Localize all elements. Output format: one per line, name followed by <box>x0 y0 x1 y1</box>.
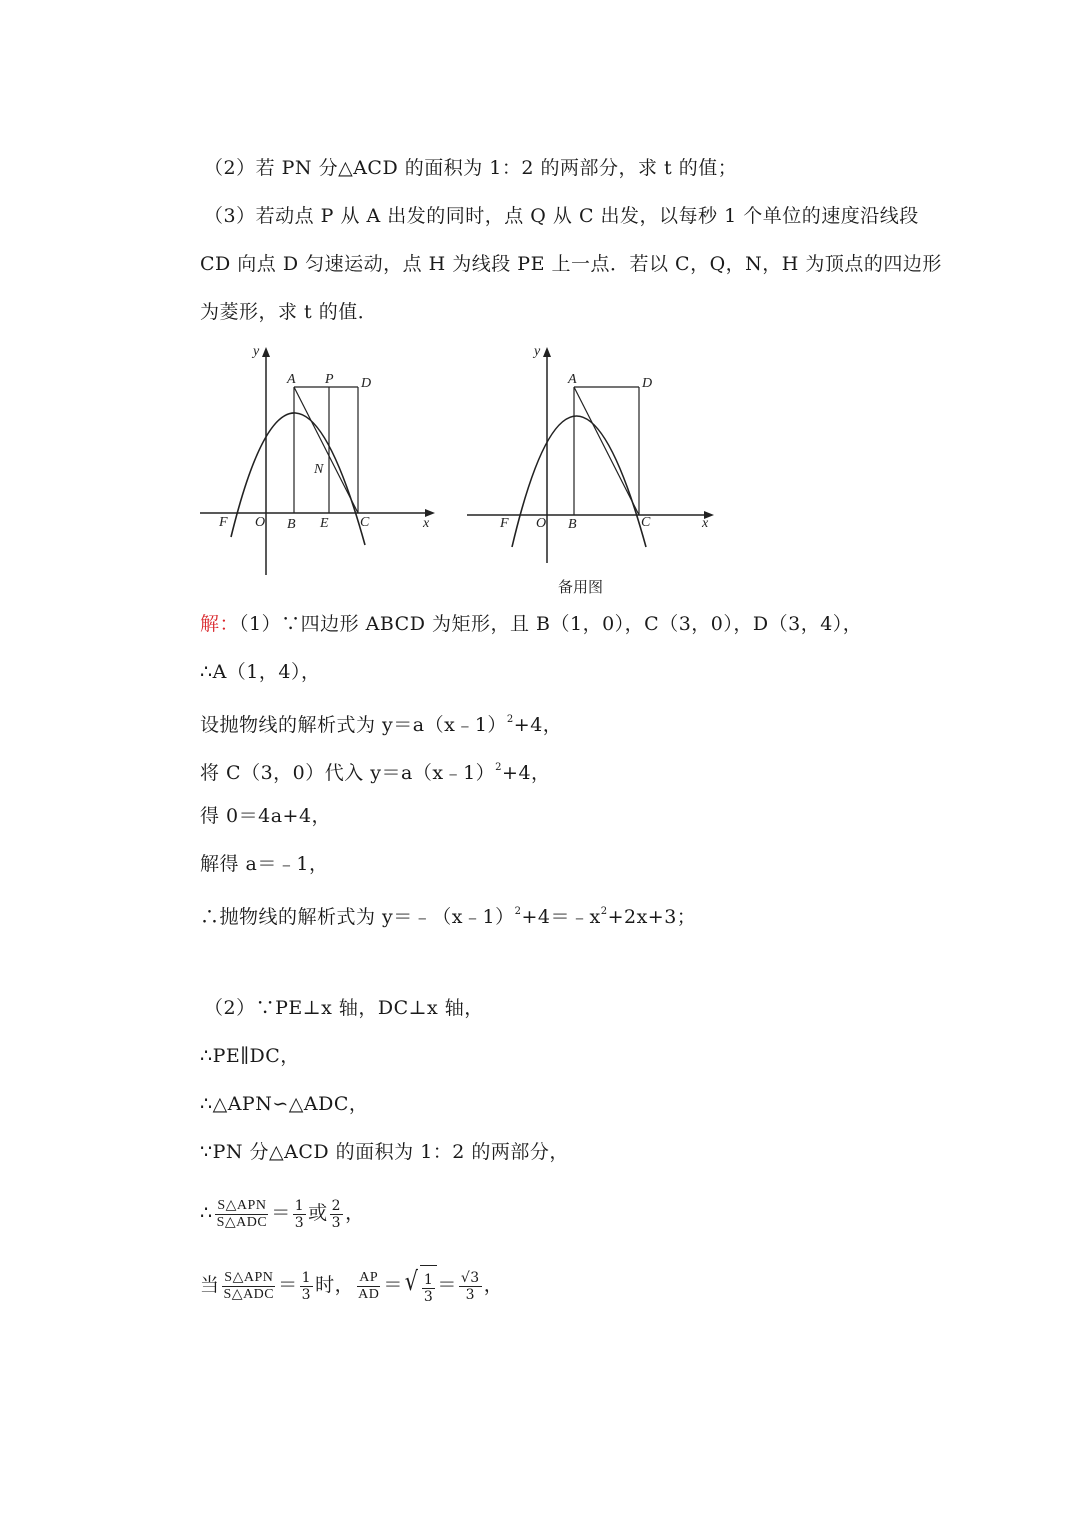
fig1-label-B: B <box>287 517 296 532</box>
s7-b: +4＝﹣x <box>521 906 601 928</box>
p26-result-frac <box>459 1270 482 1303</box>
part2-line6 <box>200 1265 503 1307</box>
s3-sup: 2 <box>506 714 514 725</box>
p26-when: 时， <box>315 1274 355 1296</box>
fig1-seg-AC <box>294 387 358 513</box>
figure-main <box>195 335 445 580</box>
p26-ap: AP <box>359 1269 379 1285</box>
solution-s1: （1）∵四边形 ABCD 为矩形，且 B（1，0），C（3，0），D（3，4）， <box>239 613 863 635</box>
p25-frac2 <box>330 1198 343 1231</box>
p26-f1d: 3 <box>301 1286 312 1303</box>
p26-sqrt-frac <box>422 1272 435 1305</box>
solution-line2: ∴A（1，4）， <box>200 661 321 683</box>
fig1-label-O: O <box>255 515 266 530</box>
fig1-label-D: D <box>361 376 372 391</box>
p25-f1d: 3 <box>294 1214 305 1231</box>
s4-a: 将 C（3，0）代入 y＝a（x﹣1） <box>200 762 496 784</box>
fig2-label-y: y <box>534 344 541 359</box>
p26-sqrt <box>403 1265 438 1307</box>
problem-part2: （2）若 PN 分△ACD 的面积为 1：2 的两部分，求 t 的值； <box>204 157 738 179</box>
fig2-label-D: D <box>642 376 653 391</box>
solution-line7 <box>200 899 696 930</box>
fig1-label-F: F <box>219 515 228 530</box>
solution-line3 <box>200 707 562 738</box>
p26-end: ， <box>483 1274 504 1296</box>
p25-eq: ＝ <box>271 1202 291 1224</box>
fig1-label-C: C <box>360 515 370 530</box>
fig2-label-x: x <box>702 516 709 531</box>
fig2-label-C: C <box>641 515 651 530</box>
s3-b: +4， <box>513 714 563 736</box>
p25-frac1 <box>293 1198 306 1231</box>
p25-or: 或 <box>308 1202 328 1224</box>
part2-line1: （2）∵PE⊥x 轴，DC⊥x 轴， <box>204 997 484 1019</box>
p26-frac1 <box>300 1270 313 1303</box>
p25-f2n: 2 <box>331 1197 342 1214</box>
p25-f1n: 1 <box>294 1197 305 1214</box>
fig1-label-P: P <box>325 372 334 387</box>
problem-part3-line3: 为菱形，求 t 的值． <box>200 301 378 323</box>
s7-sup2: 2 <box>600 906 608 917</box>
p26-ap-ad-fraction <box>356 1270 381 1303</box>
fig1-label-E: E <box>320 516 329 531</box>
part2-line2: ∴PE∥DC， <box>200 1045 300 1067</box>
p26-pre: 当 <box>200 1274 220 1296</box>
fig2-label-O: O <box>536 516 547 531</box>
p26-eq3: ＝ <box>437 1274 457 1296</box>
s7-sup: 2 <box>514 906 522 917</box>
fig1-label-y: y <box>253 344 260 359</box>
s7-a: ∴抛物线的解析式为 y＝﹣（x﹣1） <box>200 906 515 928</box>
fig2-label-B: B <box>568 517 577 532</box>
solution-line1 <box>200 611 862 637</box>
p26-eq: ＝ <box>278 1274 298 1296</box>
part2-line3: ∴△APN∽△ADC， <box>200 1093 369 1115</box>
fig1-label-N: N <box>314 462 324 477</box>
p25-pre: ∴ <box>200 1202 213 1224</box>
fig1-label-x: x <box>423 516 430 531</box>
figure-caption: 备用图 <box>558 578 604 596</box>
p26-r-n: √3 <box>460 1269 480 1286</box>
p25-ratio-den: S△ADC <box>216 1214 268 1230</box>
s7-c: +2x+3； <box>607 906 697 928</box>
p26-f1n: 1 <box>301 1269 312 1286</box>
part2-line4: ∵PN 分△ACD 的面积为 1：2 的两部分， <box>200 1141 569 1163</box>
p25-ratio-num: S△APN <box>217 1197 267 1213</box>
p26-r-d: 3 <box>465 1286 475 1303</box>
p26-ad: AD <box>358 1286 380 1302</box>
p26-sq-d: 3 <box>423 1288 434 1305</box>
fig1-label-A: A <box>287 372 296 387</box>
fig1-parabola <box>231 413 365 545</box>
fig1-y-arrow <box>262 347 270 357</box>
s4-sup: 2 <box>495 762 503 773</box>
problem-part3-line1: （3）若动点 P 从 A 出发的同时，点 Q 从 C 出发，以每秒 1 个单位的速度沿线段 <box>204 205 919 227</box>
p25-f2d: 3 <box>331 1214 342 1231</box>
sqrt-icon: √ <box>404 1267 419 1297</box>
p26-sq-n: 1 <box>423 1271 434 1288</box>
part2-line5 <box>200 1193 365 1233</box>
problem-part3-line2: CD 向点 D 匀速运动，点 H 为线段 PE 上一点．若以 C，Q，N，H 为顶点的四边形 <box>200 253 942 275</box>
p26-ratio-fraction <box>222 1270 277 1303</box>
p26-eq2: ＝ <box>383 1274 403 1296</box>
p26-ratio-num: S△APN <box>224 1269 274 1285</box>
solution-line6: 解得 a＝﹣1， <box>200 853 329 875</box>
fig2-seg-AC <box>574 387 639 515</box>
solution-line5: 得 0＝4a+4， <box>200 805 332 827</box>
solution-label: 解： <box>200 613 240 635</box>
s4-b: +4， <box>502 762 551 784</box>
s3-a: 设抛物线的解析式为 y＝a（x﹣1） <box>200 714 507 736</box>
fig2-y-arrow <box>543 347 551 357</box>
fig2-parabola <box>512 416 646 547</box>
solution-line4 <box>200 755 551 786</box>
p25-end: ， <box>345 1202 365 1224</box>
fig2-label-A: A <box>568 372 577 387</box>
p25-ratio-fraction <box>215 1198 270 1231</box>
fig2-label-F: F <box>500 516 509 531</box>
figure-backup <box>462 335 724 570</box>
p26-ratio-den: S△ADC <box>223 1286 275 1302</box>
